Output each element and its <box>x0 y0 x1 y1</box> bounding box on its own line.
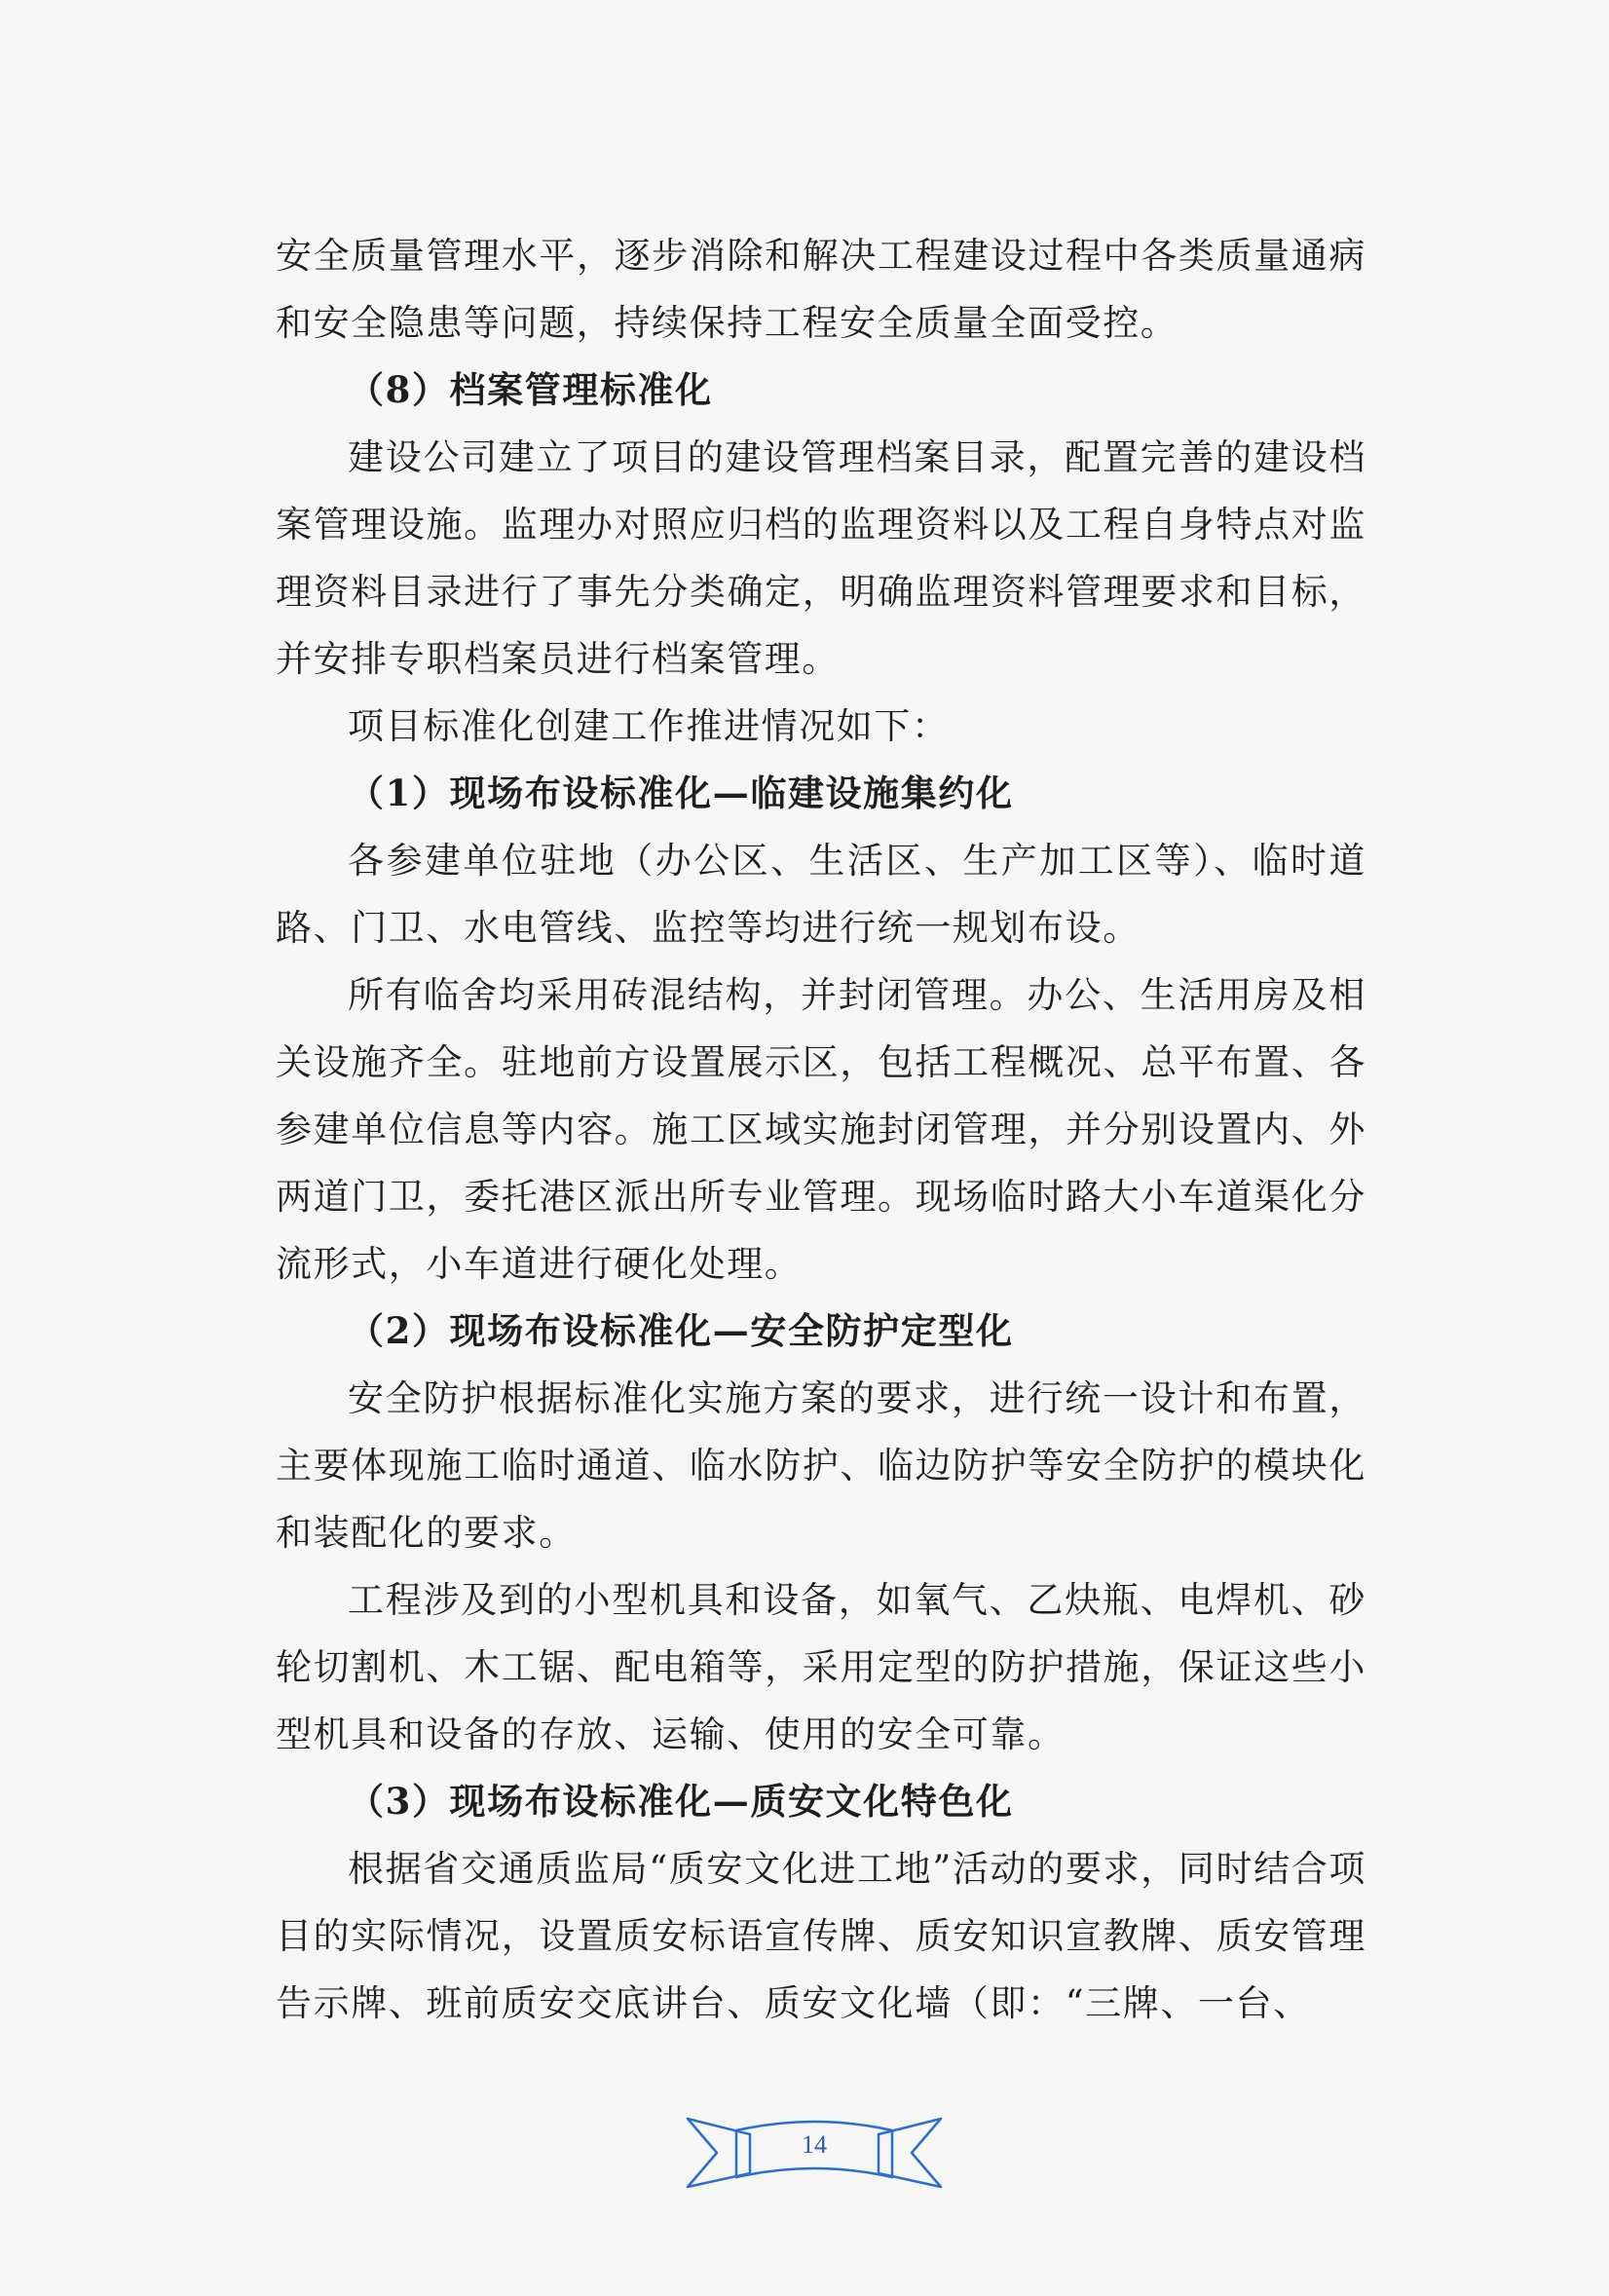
paragraph-archive: 建设公司建立了项目的建设管理档案目录，配置完善的建设档案管理设施。监理办对照应归档的监理资料以及工程自身特点对监理资料目录进行了事先分类确定，明确监理资料管理要求和目标，并安排专职档案员进行档案管理。 <box>276 436 1366 680</box>
paragraph-progress-intro: 项目标准化创建工作推进情况如下： <box>348 705 950 747</box>
section-heading-archive: （8）档案管理标准化 <box>348 368 713 411</box>
paragraph-safety-design: 安全防护根据标准化实施方案的要求，进行统一设计和布置，主要体现施工临时通道、临水防护、临边防护等安全防护的模块化和装配化的要求。 <box>276 1377 1366 1554</box>
paragraph-small-equipment: 工程涉及到的小型机具和设备，如氧气、乙炔瓶、电焊机、砂轮切割机、木工锯、配电箱等，采用定型的防护措施，保证这些小型机具和设备的存放、运输、使用的安全可靠。 <box>276 1579 1366 1755</box>
section-heading-temporary-facilities: （1）现场布设标准化—临建设施集约化 <box>348 772 1014 814</box>
section-heading-safety-protection: （2）现场布设标准化—安全防护定型化 <box>348 1309 1014 1352</box>
paragraph-safety-culture: 根据省交通质监局“质安文化进工地”活动的要求，同时结合项目的实际情况，设置质安标语宣传牌、质安知识宣教牌、质安管理告示牌、班前质安交底讲台、质安文化墙（即：“三牌、一台、 <box>276 1848 1366 2024</box>
paragraph-continuation: 安全质量管理水平，逐步消除和解决工程建设过程中各类质量通病和安全隐患等问题，持续保持工程安全质量全面受控。 <box>276 235 1366 344</box>
paragraph-site-planning: 各参建单位驻地（办公区、生活区、生产加工区等）、临时道路、门卫、水电管线、监控等均进行统一规划布设。 <box>276 840 1366 949</box>
page-number: 14 <box>802 2130 827 2159</box>
body-text <box>276 222 1366 2037</box>
section-heading-safety-culture: （3）现场布设标准化—质安文化特色化 <box>348 1780 1014 1823</box>
paragraph-housing: 所有临舍均采用砖混结构，并封闭管理。办公、生活用房及相关设施齐全。驻地前方设置展示区，包括工程概况、总平布置、各参建单位信息等内容。施工区域实施封闭管理，并分别设置内、外两道门卫，委托港区派出所专业管理。现场临时路大小车道渠化分流形式，小车道进行硬化处理。 <box>276 974 1366 1285</box>
page-footer <box>682 2109 947 2197</box>
